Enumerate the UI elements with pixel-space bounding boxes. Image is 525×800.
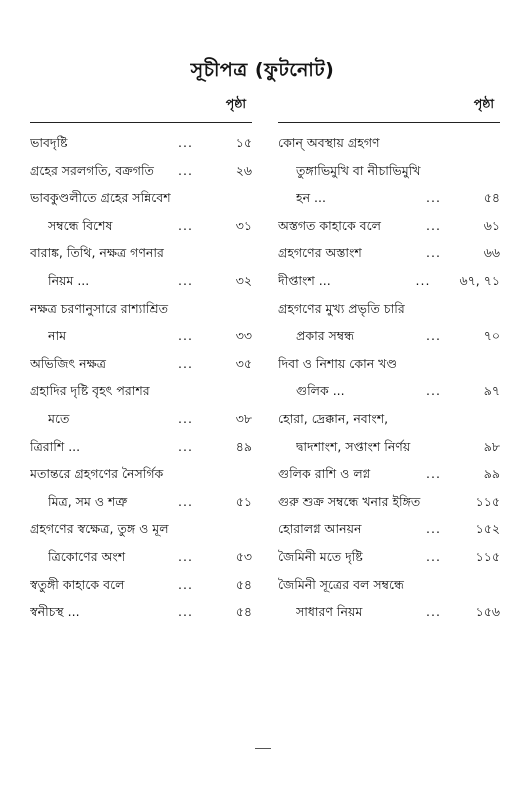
toc-entry	[278, 295, 500, 350]
toc-entries-right	[278, 129, 500, 626]
page-number: ৯৭	[483, 383, 500, 399]
toc-entry-text: জৈমিনী সূত্রের বল সম্বন্ধে	[278, 576, 404, 592]
page-number: ৬৭, ৭১	[459, 272, 500, 288]
toc-entry-line	[30, 350, 252, 378]
toc-entry-text: হোরালগ্ন আনয়ন	[278, 521, 362, 537]
page-number: ১১৫	[475, 548, 500, 564]
leader-dots: ...	[426, 466, 441, 482]
toc-entry-text: সম্বন্ধে বিশেষ	[48, 217, 113, 233]
leader-dots: ...	[178, 272, 193, 288]
toc-entry	[278, 212, 500, 240]
toc-entry-line	[30, 295, 252, 323]
toc-entry-text: জৈমিনী মতে দৃষ্টি	[278, 548, 363, 564]
toc-entries-left	[30, 129, 252, 626]
page-column-header: পৃষ্ঠা	[473, 96, 494, 111]
toc-entry	[30, 129, 252, 157]
leader-dots: ...	[426, 328, 441, 344]
toc-entry-line	[278, 433, 500, 461]
toc-entry-line	[30, 405, 252, 433]
toc-entry-line	[278, 129, 500, 157]
toc-entry-line	[278, 212, 500, 240]
leader-dots	[426, 488, 470, 516]
toc-entry-line	[278, 322, 500, 350]
leader-dots: ...	[178, 162, 193, 178]
toc-entry-line	[30, 598, 252, 626]
leader-dots: ...	[426, 521, 441, 537]
leader-dots: ...	[178, 576, 193, 592]
leader-dots: ...	[178, 438, 193, 454]
toc-entry-line	[30, 239, 252, 267]
page-number: ৫৪	[235, 604, 252, 620]
toc-entry-line	[278, 598, 500, 626]
toc-entry-line	[30, 543, 252, 571]
page-number: ৯৮	[483, 438, 500, 454]
toc-entry-text: বারাঙ্ক, তিথি, নক্ষত্র গণনার	[30, 245, 164, 261]
toc-entry-text: সাধারণ নিয়ম	[296, 604, 363, 620]
toc-entry-text: মতে	[48, 410, 70, 426]
toc-entry-text: ভাবকুণ্ডলীতে গ্রহের সন্নিবেশ	[30, 190, 171, 206]
toc-entry	[30, 184, 252, 239]
page-number: ৫৪	[235, 576, 252, 592]
page-number: ২৬	[235, 162, 252, 178]
header-rule	[278, 122, 500, 123]
toc-entry-line	[278, 239, 500, 267]
toc-entry	[30, 571, 252, 599]
toc-entry-text: নিয়ম ...	[48, 272, 90, 288]
leader-dots: ...	[426, 383, 441, 399]
leader-dots: ...	[178, 355, 193, 371]
page-number: ১১৫	[475, 493, 500, 509]
page-number: ৫১	[235, 493, 252, 509]
toc-entry-text: দ্বাদশাংশ, সপ্তাংশ নির্ণয়	[296, 438, 411, 454]
toc-entry-line	[30, 515, 252, 543]
page-column-header: পৃষ্ঠা	[225, 96, 246, 111]
toc-entry-line	[278, 488, 500, 516]
toc-entry-text: গ্রহাদির দৃষ্টি বৃহৎ পরাশর	[30, 383, 150, 399]
header-rule	[30, 122, 252, 123]
toc-entry-text: কোন্ অবস্থায় গ্রহগণ	[278, 135, 380, 150]
toc-entry	[278, 129, 500, 212]
page-number: ৩৮	[235, 410, 252, 426]
toc-entry	[278, 350, 500, 405]
leader-dots: ...	[178, 217, 193, 233]
leader-dots: ...	[178, 410, 193, 426]
toc-entry-line	[30, 212, 252, 240]
toc-entry-line	[30, 460, 252, 488]
page-number: ৬১	[483, 217, 500, 233]
toc-entry	[278, 405, 500, 460]
toc-entry	[278, 460, 500, 488]
toc-entry-text: দিবা ও নিশায় কোন খণ্ড	[278, 355, 397, 371]
toc-entry	[278, 239, 500, 267]
page-number: ১৫	[235, 135, 252, 150]
toc-entry-line	[30, 488, 252, 516]
toc-entry-text: স্বতুঙ্গী কাহাকে বলে	[30, 576, 125, 592]
toc-column-left	[30, 96, 252, 626]
leader-dots: ...	[426, 604, 441, 620]
toc-entry-line	[278, 295, 500, 323]
toc-entry	[30, 460, 252, 515]
leader-dots: ...	[178, 135, 193, 150]
toc-entry	[278, 515, 500, 543]
toc-entry-text: স্বনীচস্থ ...	[30, 604, 80, 620]
toc-entry	[30, 239, 252, 294]
toc-entry-text: তুঙ্গাভিমুখি বা নীচাভিমুখি	[296, 162, 421, 178]
toc-entry-line	[30, 322, 252, 350]
toc-entry-text: মিত্র, সম ও শত্রু	[48, 493, 128, 509]
toc-entry-line	[278, 377, 500, 405]
toc-entry	[30, 157, 252, 185]
toc-entry-line	[278, 157, 500, 185]
toc-entry-line	[30, 129, 252, 157]
toc-entry-text: ত্রিরাশি ...	[30, 438, 81, 454]
toc-entry-line	[30, 267, 252, 295]
page-number: ৫৪	[483, 190, 500, 206]
toc-entry	[278, 267, 500, 295]
toc-entry-line	[278, 350, 500, 378]
toc-entry	[278, 571, 500, 626]
leader-dots: ...	[426, 548, 441, 564]
toc-entry	[30, 598, 252, 626]
page-number: ১৫৬	[475, 604, 500, 620]
leader-dots: ...	[178, 493, 193, 509]
toc-entry-text: ভাবদৃষ্টি	[30, 135, 68, 150]
leader-dots	[426, 433, 470, 461]
toc-entry-text: গুলিক ...	[296, 383, 345, 399]
toc-entry	[30, 433, 252, 461]
leader-dots: ...	[178, 604, 193, 620]
toc-entry-text: গুলিক রাশি ও লগ্ন	[278, 466, 371, 482]
toc-entry-text: গ্রহগণের স্বক্ষেত্র, তুঙ্গ ও মূল	[30, 521, 169, 537]
toc-entry-line	[278, 543, 500, 571]
toc-entry-line	[30, 157, 252, 185]
toc-entry-line	[30, 433, 252, 461]
toc-entry-text: ত্রিকোণের অংশ	[48, 548, 126, 564]
toc-entry-text: হন ...	[296, 190, 326, 206]
toc-entry-text: গুরু শুক্র সম্বন্ধে খনার ইঙ্গিত	[278, 493, 421, 509]
toc-entry	[30, 515, 252, 570]
toc-entry-text: হোরা, দ্রেক্কান, নবাংশ,	[278, 410, 389, 426]
toc-entry-line	[30, 184, 252, 212]
page-number: ৩৩	[235, 328, 252, 344]
toc-column-right	[278, 96, 500, 626]
toc-entry	[278, 543, 500, 571]
toc-entry-text: গ্রহগণের মুখ্য প্রভৃতি চারি	[278, 300, 405, 316]
toc-entry-text: গ্রহের সরলগতি, বক্রগতি	[30, 162, 154, 178]
toc-entry-text: নাম	[48, 328, 67, 344]
page-title: সূচীপত্র (ফুটনোট)	[190, 59, 335, 81]
toc-entry-text: দীপ্তাংশ ...	[278, 272, 331, 288]
toc-entry-text: অভিজিৎ নক্ষত্র	[30, 355, 106, 371]
toc-entry-text: গ্রহগণের অস্তাংশ	[278, 245, 362, 261]
toc-entry	[30, 350, 252, 378]
page-number: ৩১	[235, 217, 252, 233]
page-number: ৯৯	[483, 466, 500, 482]
toc-entry-line	[278, 184, 500, 212]
page-number: ৩২	[235, 272, 252, 288]
toc-entry-line	[278, 460, 500, 488]
page-number: ৫৩	[235, 548, 252, 564]
toc-entry-line	[278, 515, 500, 543]
toc-entry	[30, 377, 252, 432]
page-number: ৩৫	[235, 355, 252, 371]
leader-dots: ...	[415, 272, 431, 288]
page-number: ১৫২	[475, 521, 500, 537]
toc-entry-line	[30, 571, 252, 599]
leader-dots: ...	[178, 548, 193, 564]
toc-entry-text: প্রকার সম্বন্ধ	[296, 328, 355, 344]
page-number: ৬৬	[483, 245, 500, 261]
toc-entry-line	[278, 571, 500, 599]
leader-dots: ...	[426, 190, 441, 206]
page-number: ৭০	[483, 328, 500, 344]
toc-entry	[30, 295, 252, 350]
leader-dots: ...	[178, 328, 193, 344]
toc-entry-line	[278, 267, 500, 295]
toc-entry-text: নক্ষত্র চরণানুসারে রাশ্যাশ্রিত	[30, 300, 168, 316]
leader-dots: ...	[426, 245, 441, 261]
footer-mark	[255, 748, 271, 749]
toc-entry-text: অস্তগত কাহাকে বলে	[278, 217, 381, 233]
page-number: ৪৯	[235, 438, 252, 454]
leader-dots: ...	[426, 217, 441, 233]
toc-entry-line	[278, 405, 500, 433]
toc-entry-text: মতান্তরে গ্রহগণের নৈসর্গিক	[30, 466, 164, 482]
toc-entry-line	[30, 377, 252, 405]
toc-entry	[278, 488, 500, 516]
